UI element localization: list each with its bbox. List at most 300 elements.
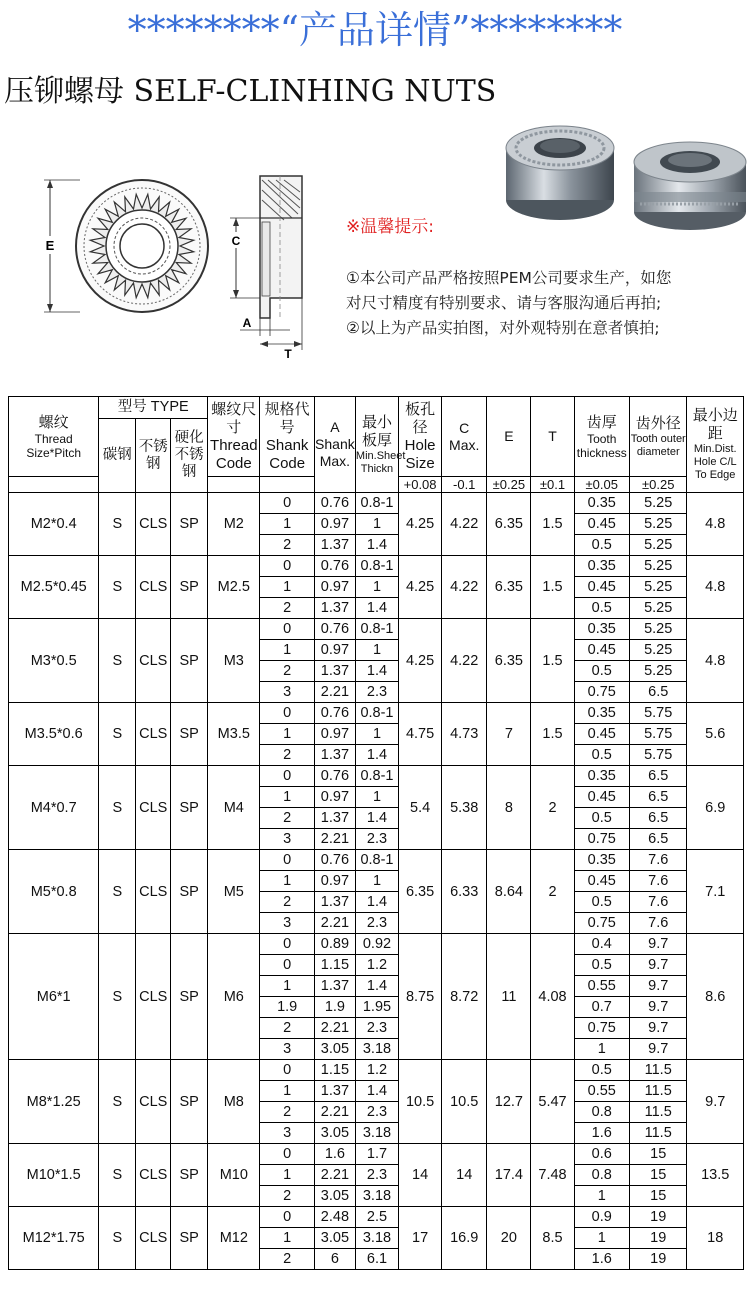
min-sheet-cell: 1 (355, 577, 398, 598)
tooth-outer-cell: 11.5 (629, 1081, 686, 1102)
t-cell: 2 (531, 766, 574, 850)
shank-code-cell: 0 (260, 934, 314, 955)
shank-a-cell: 1.15 (314, 1060, 355, 1081)
shank-a-cell: 1.37 (314, 598, 355, 619)
thread-size-cell: M5*0.8 (9, 850, 99, 934)
shank-a-cell: 1.6 (314, 1144, 355, 1165)
table-row (9, 934, 744, 955)
shank-a-cell: 0.97 (314, 577, 355, 598)
thread-code-cell: M2.5 (208, 556, 260, 619)
hardened-type-cell: SP (171, 1144, 208, 1207)
hardened-type-cell: SP (171, 1207, 208, 1270)
e-cell: 8 (487, 766, 531, 850)
tooth-thickness-cell: 0.35 (574, 766, 629, 787)
header-shank-code: 规格代号 Shank Code (260, 397, 314, 477)
shank-a-cell: 0.97 (314, 640, 355, 661)
hole-size-cell: 8.75 (399, 934, 442, 1060)
shank-a-cell: 0.97 (314, 787, 355, 808)
tooth-outer-cell: 5.75 (629, 703, 686, 724)
tooth-thickness-cell: 0.5 (574, 955, 629, 976)
shank-code-cell: 1 (260, 1228, 314, 1249)
c-max-cell: 4.22 (442, 493, 487, 556)
min-sheet-cell: 3.18 (355, 1186, 398, 1207)
shank-code-cell: 0 (260, 850, 314, 871)
carbon-type-cell: S (99, 1060, 136, 1144)
stainless-type-cell: CLS (136, 1144, 171, 1207)
header-thread: 螺纹 Thread Size*Pitch (9, 397, 99, 477)
hole-size-cell: 5.4 (399, 766, 442, 850)
min-sheet-cell: 2.3 (355, 829, 398, 850)
thread-size-cell: M12*1.75 (9, 1207, 99, 1270)
dimension-c (229, 218, 260, 298)
t-cell: 1.5 (531, 556, 574, 619)
tooth-thickness-cell: 0.4 (574, 934, 629, 955)
shank-a-cell: 1.9 (314, 997, 355, 1018)
c-max-cell: 5.38 (442, 766, 487, 850)
hardened-type-cell: SP (171, 619, 208, 703)
header-t: T (531, 397, 574, 477)
min-sheet-cell: 1.4 (355, 808, 398, 829)
shank-a-cell: 0.97 (314, 514, 355, 535)
thread-code-cell: M3.5 (208, 703, 260, 766)
shank-a-cell: 2.21 (314, 913, 355, 934)
shank-code-cell: 3 (260, 1039, 314, 1060)
thread-code-cell: M6 (208, 934, 260, 1060)
tooth-outer-cell: 15 (629, 1186, 686, 1207)
shank-a-cell: 1.37 (314, 535, 355, 556)
tooth-thickness-cell: 1 (574, 1228, 629, 1249)
shank-code-cell: 2 (260, 1249, 314, 1270)
tooth-thickness-cell: 0.5 (574, 1060, 629, 1081)
min-sheet-cell: 0.8-1 (355, 619, 398, 640)
shank-code-cell: 2 (260, 808, 314, 829)
shank-code-cell: 3 (260, 829, 314, 850)
thread-size-cell: M3.5*0.6 (9, 703, 99, 766)
c-max-cell: 16.9 (442, 1207, 487, 1270)
shank-code-cell: 0 (260, 1207, 314, 1228)
min-sheet-cell: 6.1 (355, 1249, 398, 1270)
e-cell: 6.35 (487, 493, 531, 556)
tooth-outer-cell: 6.5 (629, 808, 686, 829)
hole-size-cell: 14 (399, 1144, 442, 1207)
shank-a-cell: 0.76 (314, 850, 355, 871)
tooth-outer-cell: 6.5 (629, 682, 686, 703)
tooth-outer-cell: 11.5 (629, 1060, 686, 1081)
shank-a-cell: 2.21 (314, 1018, 355, 1039)
shank-a-cell: 2.21 (314, 1165, 355, 1186)
min-edge-cell: 5.6 (687, 703, 744, 766)
t-cell: 5.47 (531, 1060, 574, 1144)
notice-box (346, 214, 746, 341)
tooth-thickness-cell: 0.35 (574, 850, 629, 871)
shank-a-cell: 2.21 (314, 1102, 355, 1123)
tooth-thickness-cell: 0.5 (574, 808, 629, 829)
min-edge-cell: 6.9 (687, 766, 744, 850)
tooth-outer-cell: 5.75 (629, 745, 686, 766)
tooth-thickness-cell: 0.35 (574, 493, 629, 514)
shank-a-cell: 0.97 (314, 724, 355, 745)
header-tooth-thickness: 齿厚 Tooth thickness (574, 397, 629, 477)
shank-code-cell: 2 (260, 745, 314, 766)
table-row (9, 1144, 744, 1165)
shank-code-cell: 0 (260, 493, 314, 514)
tooth-outer-cell: 5.25 (629, 619, 686, 640)
thread-size-cell: M6*1 (9, 934, 99, 1060)
header-carbon: 碳钢 (99, 419, 136, 493)
tooth-thickness-cell: 0.5 (574, 892, 629, 913)
e-cell: 8.64 (487, 850, 531, 934)
c-max-cell: 8.72 (442, 934, 487, 1060)
min-edge-cell: 4.8 (687, 619, 744, 703)
hole-size-cell: 6.35 (399, 850, 442, 934)
shank-code-cell: 0 (260, 619, 314, 640)
shank-code-cell: 1 (260, 1165, 314, 1186)
tooth-outer-cell: 9.7 (629, 1039, 686, 1060)
table-row (9, 493, 744, 514)
nut-side-view (260, 176, 302, 318)
stainless-type-cell: CLS (136, 619, 171, 703)
shank-code-cell: 0 (260, 1060, 314, 1081)
min-sheet-cell: 2.5 (355, 1207, 398, 1228)
min-sheet-cell: 1.4 (355, 976, 398, 997)
spec-table (8, 396, 744, 1270)
hole-size-cell: 17 (399, 1207, 442, 1270)
min-sheet-cell: 1.2 (355, 1060, 398, 1081)
hardened-type-cell: SP (171, 1060, 208, 1144)
tooth-thickness-cell: 0.45 (574, 787, 629, 808)
tol-e: ±0.25 (487, 477, 531, 493)
min-sheet-cell: 0.8-1 (355, 850, 398, 871)
header-type: 型号 TYPE (99, 397, 208, 419)
min-edge-cell: 9.7 (687, 1060, 744, 1144)
shank-code-cell: 0 (260, 556, 314, 577)
shank-a-cell: 6 (314, 1249, 355, 1270)
min-edge-cell: 4.8 (687, 493, 744, 556)
stainless-type-cell: CLS (136, 766, 171, 850)
c-max-cell: 4.73 (442, 703, 487, 766)
min-sheet-cell: 1 (355, 787, 398, 808)
min-sheet-cell: 0.92 (355, 934, 398, 955)
c-max-cell: 14 (442, 1144, 487, 1207)
nut-front-view (76, 180, 208, 312)
shank-a-cell: 2.48 (314, 1207, 355, 1228)
stainless-type-cell: CLS (136, 850, 171, 934)
shank-a-cell: 0.76 (314, 703, 355, 724)
nut-photo-left (506, 126, 614, 220)
tooth-thickness-cell: 0.5 (574, 535, 629, 556)
label-e: E (45, 238, 55, 253)
label-a: A (242, 316, 252, 330)
hardened-type-cell: SP (171, 556, 208, 619)
tooth-thickness-cell: 0.75 (574, 682, 629, 703)
shank-code-cell: 2 (260, 1186, 314, 1207)
min-sheet-cell: 1 (355, 514, 398, 535)
tooth-outer-cell: 9.7 (629, 955, 686, 976)
thread-code-cell: M10 (208, 1144, 260, 1207)
tooth-thickness-cell: 0.45 (574, 724, 629, 745)
thread-size-cell: M8*1.25 (9, 1060, 99, 1144)
tooth-thickness-cell: 0.75 (574, 1018, 629, 1039)
shank-a-cell: 0.76 (314, 766, 355, 787)
shank-code-cell: 2 (260, 598, 314, 619)
label-t: T (284, 347, 292, 361)
hardened-type-cell: SP (171, 850, 208, 934)
tooth-outer-cell: 6.5 (629, 766, 686, 787)
c-max-cell: 4.22 (442, 556, 487, 619)
min-sheet-cell: 1.4 (355, 745, 398, 766)
tooth-thickness-cell: 0.35 (574, 703, 629, 724)
min-sheet-cell: 0.8-1 (355, 556, 398, 577)
tooth-outer-cell: 5.75 (629, 724, 686, 745)
shank-code-cell: 0 (260, 703, 314, 724)
min-sheet-cell: 2.3 (355, 682, 398, 703)
hole-size-cell: 4.25 (399, 493, 442, 556)
min-edge-cell: 18 (687, 1207, 744, 1270)
thread-code-cell: M12 (208, 1207, 260, 1270)
t-cell: 1.5 (531, 619, 574, 703)
stainless-type-cell: CLS (136, 556, 171, 619)
tooth-thickness-cell: 0.45 (574, 640, 629, 661)
hole-size-cell: 4.25 (399, 619, 442, 703)
shank-code-cell: 1 (260, 871, 314, 892)
shank-code-cell: 1 (260, 640, 314, 661)
shank-code-cell: 2 (260, 892, 314, 913)
min-sheet-cell: 1 (355, 871, 398, 892)
hardened-type-cell: SP (171, 766, 208, 850)
shank-a-cell: 3.05 (314, 1123, 355, 1144)
tooth-outer-cell: 11.5 (629, 1123, 686, 1144)
tooth-outer-cell: 5.25 (629, 514, 686, 535)
shank-a-cell: 0.76 (314, 619, 355, 640)
tol-tooth: ±0.05 (574, 477, 629, 493)
shank-code-cell: 1 (260, 577, 314, 598)
thread-code-cell: M3 (208, 619, 260, 703)
tooth-outer-cell: 7.6 (629, 850, 686, 871)
notice-line-1: ①本公司产品严格按照PEM公司要求生产，如您 (346, 269, 672, 287)
carbon-type-cell: S (99, 934, 136, 1060)
thread-code-cell: M4 (208, 766, 260, 850)
header-e: E (487, 397, 531, 477)
carbon-type-cell: S (99, 556, 136, 619)
carbon-type-cell: S (99, 850, 136, 934)
table-row (9, 619, 744, 640)
min-sheet-cell: 1.2 (355, 955, 398, 976)
shank-code-cell: 0 (260, 766, 314, 787)
tooth-outer-cell: 9.7 (629, 997, 686, 1018)
min-sheet-cell: 0.8-1 (355, 703, 398, 724)
tol-outer: ±0.25 (629, 477, 686, 493)
tooth-thickness-cell: 0.8 (574, 1102, 629, 1123)
table-row (9, 850, 744, 871)
tooth-outer-cell: 19 (629, 1249, 686, 1270)
min-sheet-cell: 1.4 (355, 535, 398, 556)
c-max-cell: 4.22 (442, 619, 487, 703)
min-sheet-cell: 1.95 (355, 997, 398, 1018)
min-sheet-cell: 1.4 (355, 661, 398, 682)
header-stainless: 不锈钢 (136, 419, 171, 493)
table-row (9, 1207, 744, 1228)
shank-code-cell: 1 (260, 514, 314, 535)
stainless-type-cell: CLS (136, 703, 171, 766)
shank-a-cell: 1.37 (314, 892, 355, 913)
tooth-thickness-cell: 0.5 (574, 745, 629, 766)
thread-code-cell: M5 (208, 850, 260, 934)
shank-code-cell: 3 (260, 913, 314, 934)
min-sheet-cell: 2.3 (355, 1102, 398, 1123)
min-sheet-cell: 3.18 (355, 1123, 398, 1144)
tooth-outer-cell: 15 (629, 1165, 686, 1186)
t-cell: 7.48 (531, 1144, 574, 1207)
notice-line-2: 对尺寸精度有特别要求、请与客服沟通后再拍; (346, 294, 662, 312)
min-sheet-cell: 2.3 (355, 1018, 398, 1039)
t-cell: 2 (531, 850, 574, 934)
shank-a-cell: 0.76 (314, 493, 355, 514)
carbon-type-cell: S (99, 766, 136, 850)
header-hardened: 硬化不锈钢 (171, 419, 208, 493)
tooth-outer-cell: 5.25 (629, 493, 686, 514)
tooth-outer-cell: 5.25 (629, 640, 686, 661)
label-c: C (231, 234, 241, 248)
table-row (9, 766, 744, 787)
e-cell: 17.4 (487, 1144, 531, 1207)
hole-size-cell: 4.25 (399, 556, 442, 619)
stainless-type-cell: CLS (136, 1207, 171, 1270)
stainless-type-cell: CLS (136, 1060, 171, 1144)
tooth-outer-cell: 19 (629, 1228, 686, 1249)
spec-table-body (9, 493, 744, 1270)
t-cell: 4.08 (531, 934, 574, 1060)
product-title: 压铆螺母 SELF-CLINHING NUTS (4, 74, 497, 109)
header-a: A Shank Max. (314, 397, 355, 493)
tooth-thickness-cell: 0.45 (574, 514, 629, 535)
hardened-type-cell: SP (171, 493, 208, 556)
tooth-thickness-cell: 1.6 (574, 1123, 629, 1144)
shank-code-cell: 1 (260, 976, 314, 997)
shank-code-cell: 2 (260, 1102, 314, 1123)
carbon-type-cell: S (99, 1144, 136, 1207)
shank-a-cell: 1.37 (314, 808, 355, 829)
min-sheet-cell: 1 (355, 640, 398, 661)
tooth-outer-cell: 9.7 (629, 976, 686, 997)
shank-code-cell: 1 (260, 787, 314, 808)
tooth-outer-cell: 7.6 (629, 913, 686, 934)
min-sheet-cell: 2.3 (355, 1165, 398, 1186)
min-edge-cell: 13.5 (687, 1144, 744, 1207)
shank-a-cell: 1.15 (314, 955, 355, 976)
carbon-type-cell: S (99, 619, 136, 703)
tooth-thickness-cell: 0.35 (574, 556, 629, 577)
min-sheet-cell: 0.8-1 (355, 766, 398, 787)
tooth-thickness-cell: 0.6 (574, 1144, 629, 1165)
table-row (9, 556, 744, 577)
tooth-thickness-cell: 1 (574, 1039, 629, 1060)
e-cell: 6.35 (487, 556, 531, 619)
carbon-type-cell: S (99, 493, 136, 556)
tooth-thickness-cell: 0.5 (574, 661, 629, 682)
hardened-type-cell: SP (171, 934, 208, 1060)
shank-code-cell: 1.9 (260, 997, 314, 1018)
tooth-thickness-cell: 0.55 (574, 1081, 629, 1102)
tooth-thickness-cell: 0.35 (574, 619, 629, 640)
shank-a-cell: 0.97 (314, 871, 355, 892)
tooth-outer-cell: 11.5 (629, 1102, 686, 1123)
hole-size-cell: 4.75 (399, 703, 442, 766)
tooth-outer-cell: 5.25 (629, 556, 686, 577)
min-sheet-cell: 1.4 (355, 1081, 398, 1102)
hole-size-cell: 10.5 (399, 1060, 442, 1144)
c-max-cell: 6.33 (442, 850, 487, 934)
thread-size-cell: M3*0.5 (9, 619, 99, 703)
e-cell: 20 (487, 1207, 531, 1270)
tooth-outer-cell: 5.25 (629, 598, 686, 619)
notice-line-3: ②以上为产品实拍图，对外观特别在意者慎拍; (346, 319, 660, 337)
header-hole: 板孔径 Hole Size (399, 397, 442, 477)
shank-code-cell: 2 (260, 661, 314, 682)
thread-size-cell: M10*1.5 (9, 1144, 99, 1207)
shank-a-cell: 1.37 (314, 745, 355, 766)
min-edge-cell: 4.8 (687, 556, 744, 619)
tooth-outer-cell: 5.25 (629, 535, 686, 556)
hardened-type-cell: SP (171, 703, 208, 766)
e-cell: 12.7 (487, 1060, 531, 1144)
shank-a-cell: 2.21 (314, 829, 355, 850)
tooth-outer-cell: 7.6 (629, 871, 686, 892)
tooth-outer-cell: 9.7 (629, 1018, 686, 1039)
carbon-type-cell: S (99, 1207, 136, 1270)
min-sheet-cell: 3.18 (355, 1039, 398, 1060)
e-cell: 7 (487, 703, 531, 766)
header-min-edge: 最小边距 Min.Dist. Hole C/L To Edge (687, 397, 744, 493)
min-sheet-cell: 2.3 (355, 913, 398, 934)
shank-code-cell: 0 (260, 1144, 314, 1165)
thread-size-cell: M2*0.4 (9, 493, 99, 556)
tooth-outer-cell: 6.5 (629, 829, 686, 850)
min-sheet-cell: 0.8-1 (355, 493, 398, 514)
min-edge-cell: 7.1 (687, 850, 744, 934)
shank-code-cell: 1 (260, 724, 314, 745)
shank-code-cell: 3 (260, 682, 314, 703)
c-max-cell: 10.5 (442, 1060, 487, 1144)
shank-a-cell: 3.05 (314, 1039, 355, 1060)
e-cell: 11 (487, 934, 531, 1060)
tooth-thickness-cell: 0.45 (574, 577, 629, 598)
e-cell: 6.35 (487, 619, 531, 703)
tooth-thickness-cell: 0.75 (574, 913, 629, 934)
shank-code-cell: 2 (260, 1018, 314, 1039)
tooth-outer-cell: 6.5 (629, 787, 686, 808)
min-sheet-cell: 1.4 (355, 892, 398, 913)
t-cell: 1.5 (531, 703, 574, 766)
shank-a-cell: 1.37 (314, 661, 355, 682)
table-row (9, 703, 744, 724)
tooth-thickness-cell: 0.8 (574, 1165, 629, 1186)
header-min-sheet: 最小板厚 Min.Sheet Thickn (355, 397, 398, 493)
carbon-type-cell: S (99, 703, 136, 766)
tooth-outer-cell: 5.25 (629, 577, 686, 598)
tooth-outer-cell: 5.25 (629, 661, 686, 682)
tol-t: ±0.1 (531, 477, 574, 493)
dimension-e (42, 180, 80, 312)
tol-hole: +0.08 (399, 477, 442, 493)
shank-code-cell: 0 (260, 955, 314, 976)
min-edge-cell: 8.6 (687, 934, 744, 1060)
shank-code-cell: 3 (260, 1123, 314, 1144)
shank-code-cell: 2 (260, 535, 314, 556)
thread-code-cell: M2 (208, 493, 260, 556)
shank-a-cell: 1.37 (314, 976, 355, 997)
shank-a-cell: 3.05 (314, 1228, 355, 1249)
notice-title: ※温馨提示: (346, 217, 434, 237)
